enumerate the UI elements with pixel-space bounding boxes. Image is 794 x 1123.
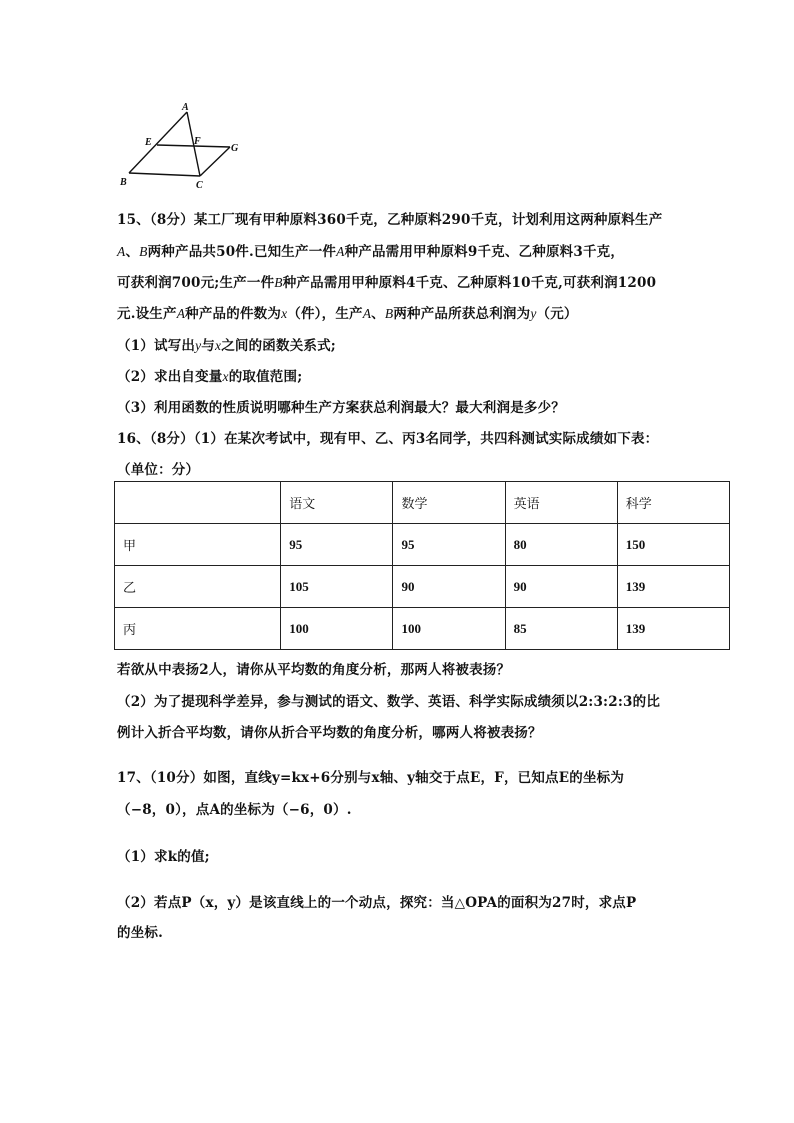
var-B: B	[139, 244, 148, 259]
segment-BC	[129, 173, 200, 176]
q15-sub3: （3）利用函数的性质说明哪种生产方案获总利润最大？最大利润是多少？	[117, 400, 565, 416]
q17-sub1: （1）求k的值;	[117, 849, 210, 865]
var-B: B	[384, 306, 394, 321]
score-cell: 95	[393, 524, 505, 566]
student-name: 甲	[115, 524, 281, 566]
q15-sub2	[117, 365, 302, 385]
score-cell: 90	[393, 566, 505, 608]
table-header-cell: 语文	[281, 482, 393, 524]
q17-line1: 17、（10分）如图，直线y=kx+6分别与x轴、y轴交于点E，F，已知点E的坐标为	[117, 770, 625, 786]
score-table	[114, 481, 730, 650]
text: 可获利润700元;生产一件	[117, 275, 275, 291]
score-cell: 100	[393, 608, 505, 650]
var-A: A	[176, 306, 186, 321]
text: 两种产品共50件.已知生产一件	[147, 244, 337, 260]
score-cell: 150	[617, 524, 729, 566]
label-F: F	[194, 136, 201, 147]
text: （件），生产	[287, 306, 363, 322]
var-x: x	[222, 369, 229, 384]
var-y: y	[195, 338, 202, 353]
label-A: A	[182, 102, 189, 113]
score-cell: 95	[281, 524, 393, 566]
text: 种产品需用甲种原料4千克、乙种原料10千克,可获利润1200	[282, 275, 657, 291]
score-cell: 85	[505, 608, 617, 650]
q17-line2: （−8，0），点A的坐标为（−6，0）.	[117, 802, 352, 818]
segment-AB	[129, 112, 187, 173]
table-header-cell: 英语	[505, 482, 617, 524]
segment-GC	[200, 147, 230, 176]
score-cell: 80	[505, 524, 617, 566]
student-name: 乙	[115, 566, 281, 608]
var-y: y	[530, 306, 537, 321]
var-A: A	[336, 244, 345, 259]
label-B: B	[120, 177, 127, 188]
text: （2）求出自变量	[117, 369, 223, 385]
q17-sub2-line2: 的坐标.	[117, 925, 163, 941]
q15-line2	[117, 240, 624, 260]
text: 、	[371, 306, 385, 322]
table-header-cell: 数学	[393, 482, 505, 524]
geometry-figure	[112, 100, 252, 195]
text: （1）试写出	[117, 338, 196, 354]
text: 、	[125, 244, 140, 260]
text: 与	[201, 338, 215, 354]
table-row	[115, 608, 730, 650]
q15-sub1	[117, 334, 336, 354]
text: 种产品的件数为	[185, 306, 282, 322]
var-A: A	[117, 244, 126, 259]
score-cell: 139	[617, 608, 729, 650]
label-E: E	[145, 137, 152, 148]
score-cell: 100	[281, 608, 393, 650]
q16-after: 若欲从中表扬2人，请你从平均数的角度分析，那两人将被表扬？	[117, 662, 511, 678]
var-B: B	[274, 275, 283, 290]
table-header-cell	[115, 482, 281, 524]
var-x: x	[215, 338, 222, 353]
text: 两种产品所获总利润为	[393, 306, 531, 322]
var-A: A	[362, 306, 372, 321]
table-row	[115, 524, 730, 566]
text: 种产品需用甲种原料9千克、乙种原料3千克，	[344, 244, 625, 260]
table-row	[115, 566, 730, 608]
text: 的取值范围;	[228, 369, 303, 385]
text: 元.设生产	[117, 306, 177, 322]
q16-unit: （单位：分）	[117, 462, 200, 478]
score-cell: 139	[617, 566, 729, 608]
q16-sub2-line2: 例计入折合平均数，请你从折合平均数的角度分析，哪两人将被表扬？	[117, 725, 542, 741]
q15-line1: 15、（8分）某工厂现有甲种原料360千克，乙种原料290千克，计划利用这两种原料生产	[117, 212, 663, 228]
label-C: C	[196, 180, 203, 191]
var-x: x	[281, 306, 288, 321]
label-G: G	[231, 143, 239, 154]
score-cell: 105	[281, 566, 393, 608]
q15-line4	[117, 302, 578, 322]
student-name: 丙	[115, 608, 281, 650]
table-header-row	[115, 482, 730, 524]
text: （元）	[536, 306, 578, 322]
q16-sub2-line1: （2）为了提现科学差异，参与测试的语文、数学、英语、科学实际成绩须以2:3:2:3的比	[117, 694, 661, 710]
table-header-cell: 科学	[617, 482, 729, 524]
score-cell: 90	[505, 566, 617, 608]
q17-sub2-line1: （2）若点P（x，y）是该直线上的一个动点，探究：当△OPA的面积为27时，求点P	[117, 895, 637, 911]
text: 之间的函数关系式;	[221, 338, 336, 354]
q16-line1: 16、（8分）（1）在某次考试中，现有甲、乙、丙3名同学，共四科测试实际成绩如下表：	[117, 431, 659, 447]
q15-line3	[117, 271, 656, 291]
